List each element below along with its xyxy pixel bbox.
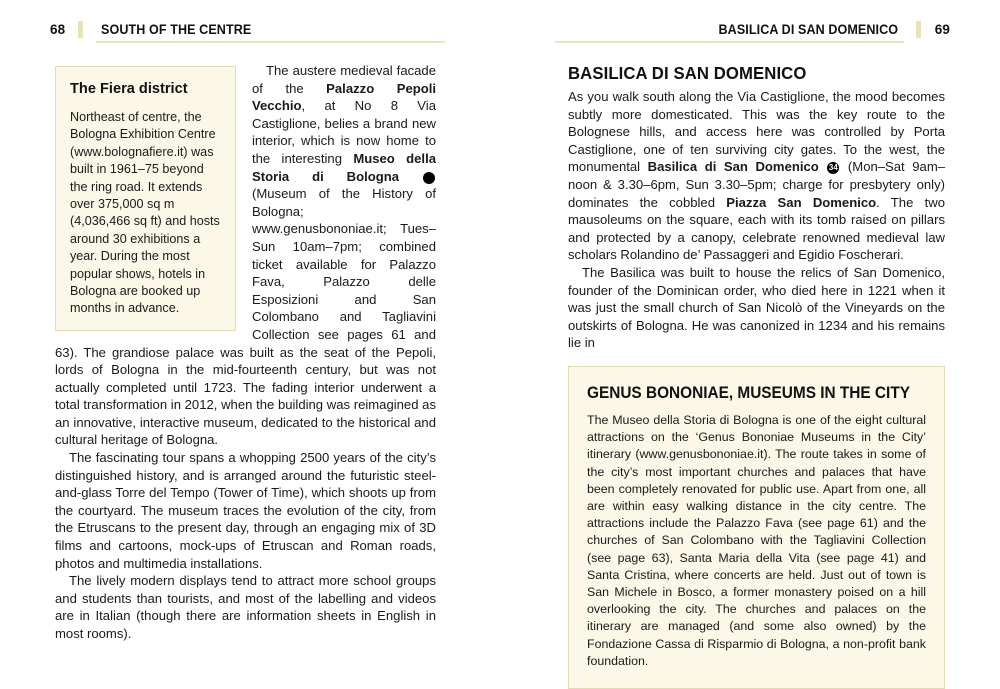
para1-text-c: (Museum of the History of Bologna; www.genusbononiae.it; Tues–Sun 10am–7pm; combined ticket available for Palazzo Fava, Palazzo delle Esposizioni and San Colombano and Tagliavini Collection see pages 61 and 63). The grandiose palace was built as the seat of the Pepoli, lords of Bologna in the mid-fourteenth century, but was not actually completed until 1723. The fading interior underwent a total transformation in 2012, when the building was reimagined as an innovative, interactive museum, dedicated to the historical and cultural heritage of Bologna. — [55, 186, 436, 448]
rpara1-text-c: . The two mausoleums on the square, each with its tomb raised on pillars and protected by a canopy, celebrate renowned medieval law scholars Rolandino de’ Passaggeri and Egidio Foscherari. — [568, 194, 945, 263]
left-running-head-title: SOUTH OF THE CENTRE — [101, 21, 252, 37]
header-accent-tick — [916, 21, 921, 38]
right-page-running-head — [555, 18, 950, 40]
genus-box-title: GENUS BONONIAE, MUSEUMS IN THE CITY — [587, 383, 910, 402]
left-page-folio: 68 — [50, 21, 66, 37]
fiera-box-title: The Fiera district — [70, 81, 188, 97]
museo-della-storia-bold: Museo della Storia di Bologna — [252, 150, 436, 184]
left-page-running-head — [50, 18, 445, 40]
fiera-district-sidebar-box — [55, 66, 236, 331]
map-marker-33-icon: 33 — [423, 172, 435, 184]
right-page-text-column — [568, 62, 945, 689]
palazzo-pepoli-vecchio-bold: Palazzo Pepoli Vecchio — [252, 80, 437, 114]
right-paragraph-2: The Basilica was built to house the relics of San Domenico, founder of the Dominican order, who died here in 1221 when it was just the small church of San Nicolò of the Vineyards on the outskirts of Bologna. He was canonized in 1234 and his remains lie in — [568, 264, 945, 351]
header-accent-tick — [78, 21, 83, 38]
basilica-di-san-domenico-bold: Basilica di San Domenico — [647, 159, 819, 175]
map-marker-34-icon: 34 — [828, 163, 838, 173]
left-paragraph-2: The fascinating tour spans a whopping 2500 years of the city’s distinguished history, and is arranged around the futuristic steel-and-glass Torre del Tempo (Tower of Time), which shoots up from the courtyard. The museum traces the evolution of the city, from the Etruscans to the present day, through an engaging mix of 3D films and cartoons, mock-ups of Etruscan and Roman roads, photos and multimedia installations. — [55, 450, 436, 571]
left-header-rule — [96, 41, 445, 43]
rpara1-text-b: (Mon–Sat 9am–noon & 3.30–6pm, Sun 3.30–5pm; charge for presbytery only) dominates the cobbled — [568, 159, 946, 210]
left-page — [0, 0, 500, 686]
left-paragraph-3: The lively modern displays tend to attract more school groups and students than tourists, and most of the labelling and videos are in Italian (though there are information sheets in English in most rooms). — [55, 573, 436, 641]
right-page-folio: 69 — [934, 21, 950, 37]
left-page-text-column — [55, 62, 446, 643]
right-running-head-title: BASILICA DI SAN DOMENICO — [718, 21, 898, 37]
para1-text-b: , at No 8 Via Castiglione, belies a brand new interior, which is now home to the interesting — [252, 98, 436, 166]
fiera-box-body: Northeast of centre, the Bologna Exhibition Centre (www.bolognafiere.it) was built in 1961–75 beyond the ring road. It extends over 375,000 sq m (4,036,466 sq ft) and hosts around 30 exhibitions a year. During the most popular shows, hotels in Bologna are booked up months in advance. — [70, 110, 220, 316]
piazza-san-domenico-bold: Piazza San Domenico — [726, 194, 877, 210]
right-header-rule — [555, 41, 904, 43]
genus-box-body: The Museo della Storia di Bologna is one of the eight cultural attractions on the ‘Genus Bononiae Museums in the City’ itinerary (www.genusbononiae.it). The route takes in some of the city’s most important churches and palaces that have been completely renovated for public use. Apart from one, all are within easy walking distance in the city centre. The attractions include the Palazzo Fava (see page 61) and the churches of San Colombano with the Tagliavini Collection (see page 63), Santa Maria della Vita (see page 41) and Santa Cristina, where concerts are held. Just out of town is San Michele in Bosco, a former monastery poised on a hill overlooking the city. The churches and palaces on the itinerary are managed (and some also owned) by the Fondazione Cassa di Risparmio di Bologna, a non-profit bank foundation. — [587, 412, 926, 668]
para1-text-a: The austere medieval facade of the — [252, 63, 436, 96]
genus-bononiae-box — [568, 366, 945, 689]
right-paragraph-1 — [568, 88, 945, 264]
section-heading-basilica: BASILICA DI SAN DOMENICO — [568, 63, 807, 83]
rpara1-text-a: As you walk south along the Via Castiglione, the mood becomes subtly more domesticated. This was the key route to the Bolognese hills, and access here was controlled by Porta Castiglione, one of ten surviving city gates. To the west, the monumental — [568, 89, 945, 175]
right-page — [500, 0, 1000, 686]
